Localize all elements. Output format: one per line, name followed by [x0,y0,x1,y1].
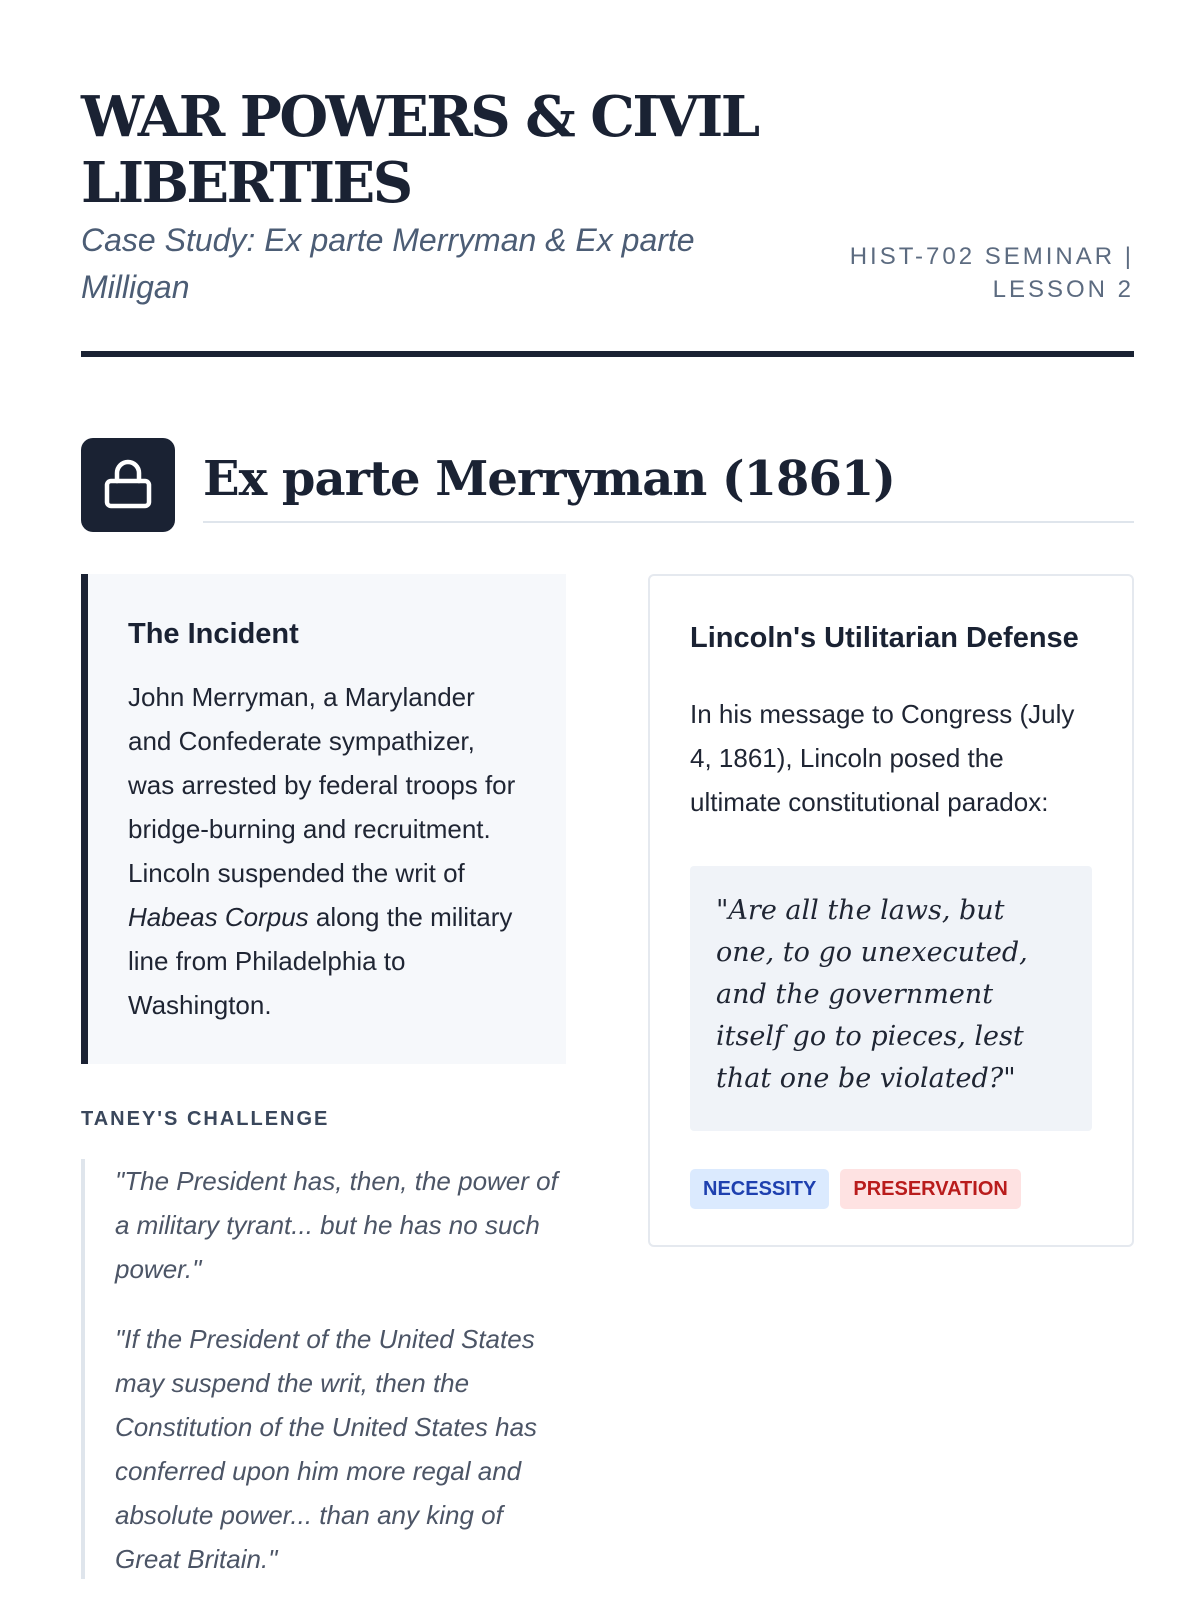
taney-challenge-label: TANEY'S CHALLENGE [81,1108,330,1130]
incident-card [81,574,566,1064]
header-divider [81,351,1134,357]
taney-quotes [81,1159,571,1579]
incident-heading: The Incident [128,618,299,650]
tag-necessity: NECESSITY [690,1169,829,1209]
habeas-corpus-term: Habeas Corpus [128,902,309,932]
incident-body-text: John Merryman, a Marylander and Confederate sympathizer, was arrested by federal troops for bridge-burning and recruitment. Lincoln suspended the writ of [128,682,516,888]
taney-quote: "If the President of the United States may suspend the writ, then the Constitution of the United States has conferred upon him more regal and absolute power... than any king of Great Britain." [115,1324,538,1574]
tag-preservation: PRESERVATION [840,1169,1020,1209]
section-title: Ex parte Merryman (1861) [203,451,895,507]
course-tag: HIST-702 SEMINAR | LESSON 2 [849,243,1134,303]
tag-list [690,1169,1032,1209]
page-header [81,80,1134,350]
lincoln-intro: In his message to Congress (July 4, 1861), Lincoln posed the ultimate constitutional paradox: [690,699,1075,817]
lincoln-heading: Lincoln's Utilitarian Defense [690,622,1079,654]
section-heading [81,438,1134,534]
lincoln-quote-box [690,866,1092,1131]
lincoln-quote: "Are all the laws, but one, to go unexecuted, and the government itself go to pieces, lest that one be violated?" [716,895,1028,1094]
incident-body-text-end: along the military line from Philadelphia to Washington. [128,902,513,1020]
page-title: WAR POWERS & CIVIL LIBERTIES [81,84,758,216]
incident-body [128,675,523,1027]
lock-icon-graphic [104,458,152,510]
section-underline [203,521,1134,523]
taney-quote: "The President has, then, the power of a military tyrant... but he has no such power." [115,1166,558,1284]
lincoln-defense-card [648,574,1134,1247]
page-subtitle: Case Study: Ex parte Merryman & Ex parte Milligan [81,222,695,305]
lock-icon [81,438,175,532]
